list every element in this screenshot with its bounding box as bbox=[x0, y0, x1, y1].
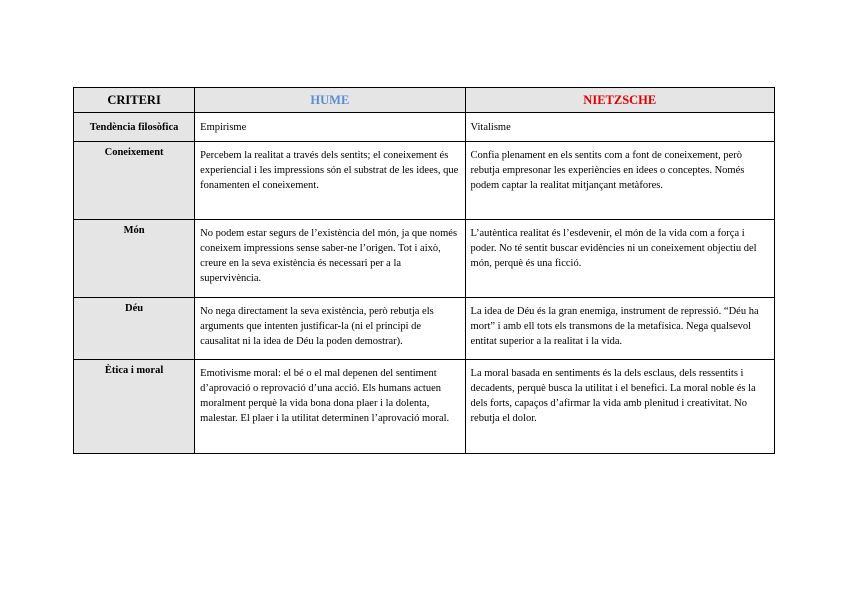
hume-cell: No podem estar segurs de l’existència del món, ja que només coneixem impressions sense saber-ne l’origen. Tot i això, creure en la seva existència és necessari per a la supervivència. bbox=[195, 220, 465, 298]
nietzsche-cell: La moral basada en sentiments és la dels esclaus, dels ressentits i decadents, perquè busca la utilitat i el benefici. La moral noble és la dels forts, capaços d’afirmar la vida amb plenitud i creativitat. No rebutja el dolor. bbox=[465, 360, 774, 454]
header-row bbox=[74, 88, 775, 113]
hume-cell: No nega directament la seva existència, però rebutja els arguments que intenten justificar-la (ni el principi de causalitat ni la idea de Déu la poden demostrar). bbox=[195, 298, 465, 360]
hume-cell: Percebem la realitat a través dels sentits; el coneixement és experiencial i les impressions són el substrat de les idees, que fonamenten el coneixement. bbox=[195, 142, 465, 220]
table-row bbox=[74, 220, 775, 298]
header-criteri: CRITERI bbox=[74, 88, 195, 113]
table-row bbox=[74, 113, 775, 142]
header-hume: HUME bbox=[195, 88, 465, 113]
hume-cell: Emotivisme moral: el bé o el mal depenen del sentiment d’aprovació o reprovació d’una acció. Els humans actuen moralment perquè la vida bona dona plaer i la dolenta, malestar. El plaer i la utilitat determinen l’aprovació moral. bbox=[195, 360, 465, 454]
nietzsche-cell: L’autèntica realitat és l’esdevenir, el món de la vida com a força i poder. No té sentit buscar evidències ni un coneixement objectiu del món, perquè és una ficció. bbox=[465, 220, 774, 298]
criterion-label: Món bbox=[74, 220, 195, 298]
hume-cell: Empirisme bbox=[195, 113, 465, 142]
nietzsche-cell: La idea de Déu és la gran enemiga, instrument de repressió. “Déu ha mort” i amb ell tots els transmons de la metafísica. Nega qualsevol entitat superior a la realitat i la vida. bbox=[465, 298, 774, 360]
criterion-label: Ètica i moral bbox=[74, 360, 195, 454]
table-row bbox=[74, 360, 775, 454]
criterion-label: Coneixement bbox=[74, 142, 195, 220]
criterion-label: Tendència filosòfica bbox=[74, 113, 195, 142]
nietzsche-cell: Confia plenament en els sentits com a font de coneixement, però rebutja empresonar les experiències en idees o conceptes. Només podem captar la realitat mitjançant metàfores. bbox=[465, 142, 774, 220]
header-nietzsche: NIETZSCHE bbox=[465, 88, 774, 113]
nietzsche-cell: Vitalisme bbox=[465, 113, 774, 142]
table-row bbox=[74, 142, 775, 220]
table-row bbox=[74, 298, 775, 360]
comparison-table bbox=[73, 87, 775, 454]
criterion-label: Déu bbox=[74, 298, 195, 360]
